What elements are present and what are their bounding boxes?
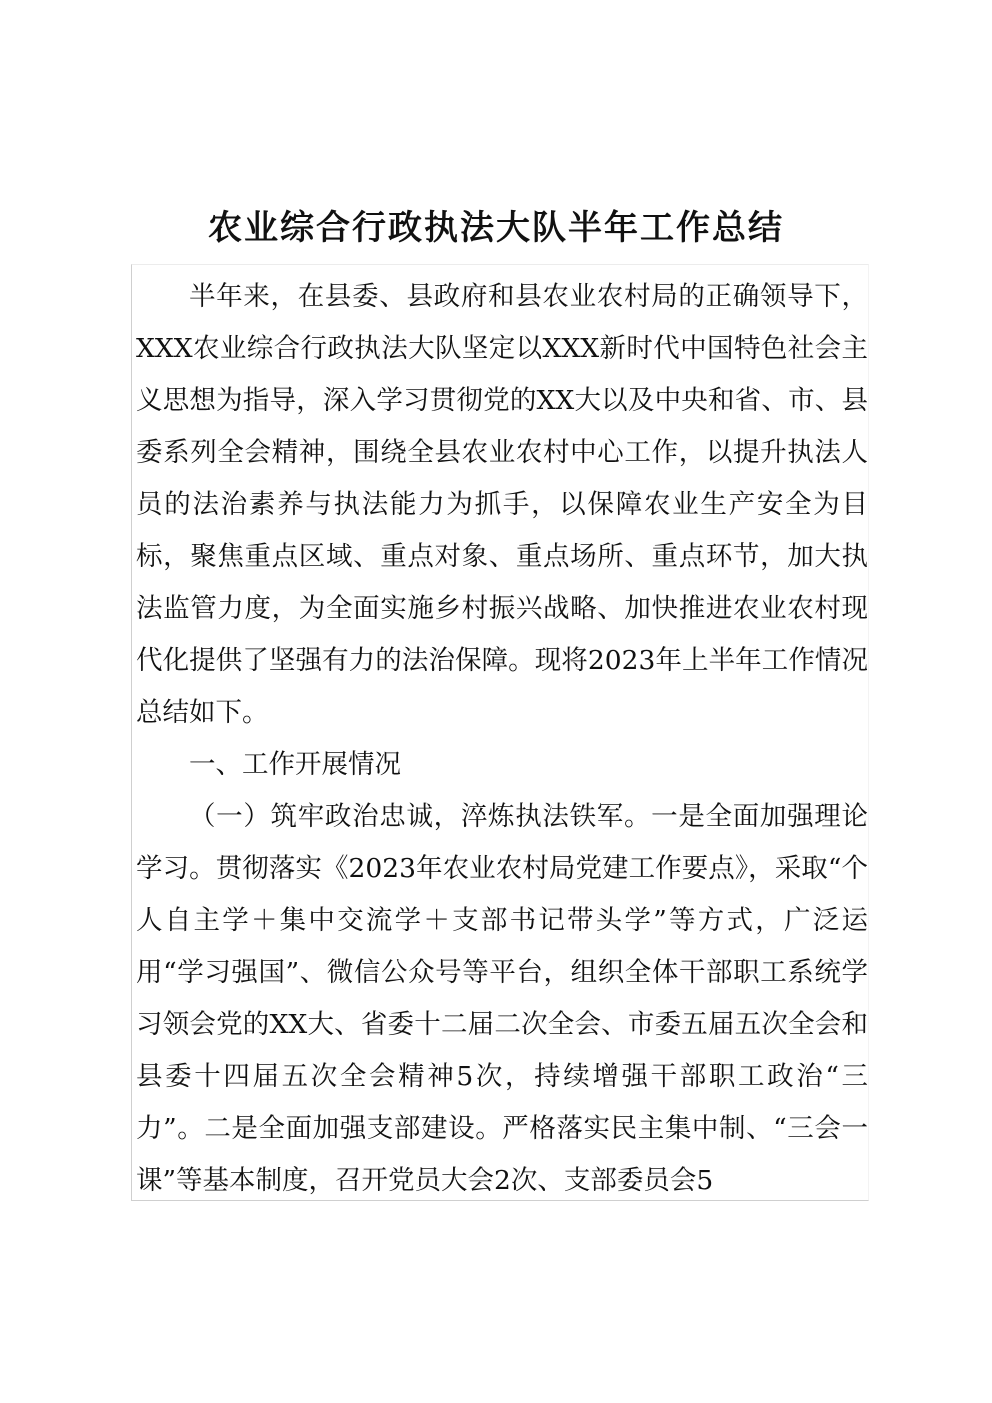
body-text xyxy=(136,271,868,1201)
document-title: 农业综合行政执法大队半年工作总结 xyxy=(208,207,784,248)
subsection-paragraph: （一）筑牢政治忠诚，淬炼执法铁军。一是全面加强理论学习。贯彻落实《2023年农业农村局党建工作要点》，采取“个人自主学＋集中交流学＋支部书记带头学”等方式，广泛运用“学习强国”、微信公众号等平台，组织全体干部职工系统学习领会党的XX大、省委十二届二次全会、市委五届五次全会和县委十四届五次全会精神5次，持续增强干部职工政治“三力”。二是全面加强支部建设。严格落实民主集中制、“三会一课”等基本制度，召开党员大会2次、支部委员会5 xyxy=(136,801,868,1196)
section-heading: 一、工作开展情况 xyxy=(189,749,401,780)
document-body xyxy=(131,264,869,1201)
intro-paragraph: 半年来，在县委、县政府和县农业农村局的正确领导下，XXX农业综合行政执法大队坚定以XXX新时代中国特色社会主义思想为指导，深入学习贯彻党的XX大以及中央和省、市、县委系列全会精神，围绕全县农业农村中心工作，以提升执法人员的法治素养与执法能力为抓手，以保障农业生产安全为目标，聚焦重点区域、重点对象、重点场所、重点环节，加大执法监管力度，为全面实施乡村振兴战略、加快推进农业农村现代化提供了坚强有力的法治保障。现将2023年上半年工作情况总结如下。 xyxy=(136,281,868,728)
